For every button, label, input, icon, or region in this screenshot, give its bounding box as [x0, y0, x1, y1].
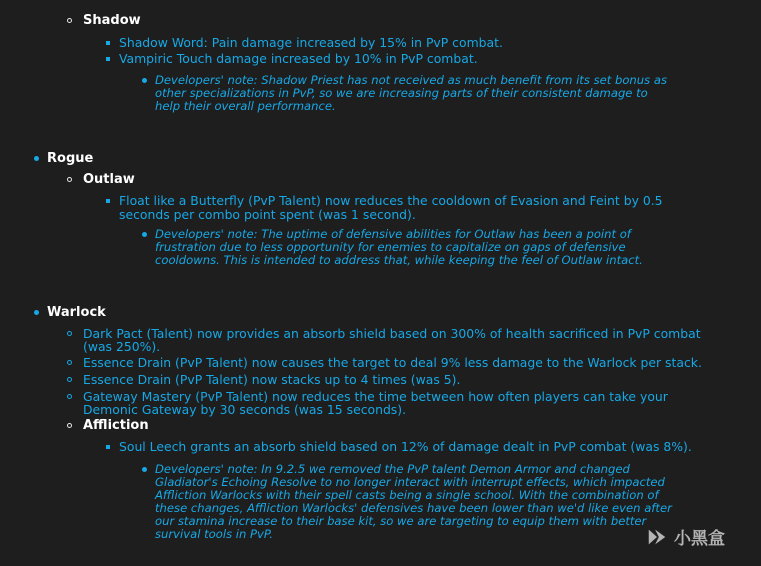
circle-bullet-icon [67, 377, 72, 382]
developers-note-line: frustration due to less opportunity for enemies to capitalize on gaps of defensive [155, 240, 626, 254]
circle-bullet-icon [67, 177, 72, 182]
bullet-icon [34, 310, 39, 315]
developers-note-line: our stamina increase to their base kit, so we are targeting to equip them with better [155, 514, 647, 528]
developers-note-line: Developers' note: In 9.2.5 we removed the PvP talent Demon Armor and changed [155, 462, 630, 476]
circle-bullet-icon [67, 394, 72, 399]
watermark-text: 小黑盒 [674, 529, 725, 549]
circle-bullet-icon [67, 18, 72, 23]
bullet-icon [142, 232, 147, 237]
change-item: Vampiric Touch damage increased by 10% in PvP combat. [119, 51, 478, 66]
circle-bullet-icon [67, 423, 72, 428]
change-item: Float like a Butterfly (PvP Talent) now reduces the cooldown of Evasion and Feint by 0.5 [119, 193, 663, 208]
change-item: Demonic Gateway by 30 seconds (was 15 seconds). [83, 402, 407, 417]
square-bullet-icon [106, 57, 110, 61]
change-item: Soul Leech grants an absorb shield based on 12% of damage dealt in PvP combat (was 8%). [119, 439, 692, 454]
developers-note-line: Affliction Warlocks with their spell casts being a single school. With the combination of [155, 488, 659, 502]
square-bullet-icon [106, 41, 110, 45]
spec-heading-shadow: Shadow [83, 13, 141, 28]
bullet-icon [142, 467, 147, 472]
circle-bullet-icon [67, 331, 72, 336]
developers-note-line: survival tools in PvP. [155, 527, 273, 541]
change-item: Essence Drain (PvP Talent) now causes the target to deal 9% less damage to the Warlock per stack. [83, 355, 702, 370]
class-heading-warlock: Warlock [47, 305, 106, 320]
change-item: Gateway Mastery (PvP Talent) now reduces the time between how often players can take your [83, 389, 668, 404]
class-heading-rogue: Rogue [47, 151, 94, 166]
change-item: seconds per combo point spent (was 1 second). [119, 207, 416, 222]
bullet-icon [142, 78, 147, 83]
change-item: Dark Pact (Talent) now provides an absorb shield based on 300% of health sacrificed in PvP combat [83, 326, 701, 341]
developers-note-line: these changes, Affliction Warlocks' defensives have been lower than we'd like even after [155, 501, 672, 515]
developers-note-line: cooldowns. This is intended to address that, while keeping the feel of Outlaw intact. [155, 253, 643, 267]
bullet-icon [34, 156, 39, 161]
change-item: (was 250%). [83, 339, 161, 354]
heybox-logo-icon [646, 526, 668, 548]
developers-note-line: other specializations in PvP, so we are increasing parts of their consistent damage to [155, 86, 648, 100]
spec-heading-affliction: Affliction [83, 418, 149, 433]
developers-note-line: help their overall performance. [155, 99, 336, 113]
change-item: Shadow Word: Pain damage increased by 15% in PvP combat. [119, 35, 503, 50]
change-item: Essence Drain (PvP Talent) now stacks up to 4 times (was 5). [83, 372, 461, 387]
developers-note-line: Developers' note: The uptime of defensive abilities for Outlaw has been a point of [155, 227, 631, 241]
square-bullet-icon [106, 445, 110, 449]
developers-note-line: Developers' note: Shadow Priest has not received as much benefit from its set bonus as [155, 73, 667, 87]
circle-bullet-icon [67, 360, 72, 365]
square-bullet-icon [106, 199, 110, 203]
developers-note-line: Gladiator's Echoing Resolve to no longer interact with interrupt effects, which impacted [155, 475, 665, 489]
watermark [646, 524, 725, 549]
spec-heading-outlaw: Outlaw [83, 172, 135, 187]
